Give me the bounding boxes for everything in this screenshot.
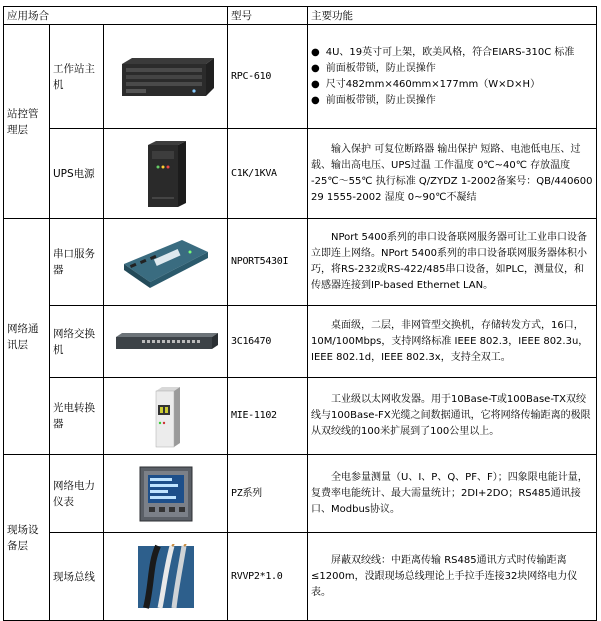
device-image	[104, 129, 228, 219]
device-name: 光电转换器	[50, 378, 104, 455]
device-functions	[308, 533, 597, 621]
function-item: ● 尺寸482mm×460mm×177mm（W×D×H）	[311, 77, 593, 93]
device-model: PZ系列	[228, 455, 308, 533]
device-image	[104, 378, 228, 455]
layer-network-comm: 网络通讯层	[4, 219, 50, 455]
rack-server-icon	[116, 54, 216, 100]
table-row	[4, 378, 597, 455]
power-meter-icon	[134, 463, 198, 525]
device-name: 现场总线	[50, 533, 104, 621]
function-text: 屏蔽双绞线：中距离传输 RS485通讯方式时传输距离≤1200m，没跟现场总线理论上手拉手连接32块网络电力仪表。	[311, 554, 578, 598]
device-functions	[308, 219, 597, 306]
function-text: 工业级以太网收发器。用于10Base-T或100Base-TX双绞线与100Base-FX光缆之间数据通讯，它将网络传输距离的极限从双绞线的100米扩展到了100公里以上。	[311, 394, 591, 437]
device-functions	[308, 306, 597, 378]
table-row	[4, 306, 597, 378]
device-functions	[308, 25, 597, 129]
function-item: ● 前面板带锁，防止误操作	[311, 93, 593, 109]
device-model: RVVP2*1.0	[228, 533, 308, 621]
table-header-row	[4, 7, 597, 25]
function-text: 全电参量测量（U、I、P、Q、PF、F）；四象限电能计量，复费率电能统计、最大需量统计；2DI+2DO；RS485通讯接口、Modbus协议。	[311, 471, 588, 515]
device-functions	[308, 129, 597, 219]
table-row	[4, 533, 597, 621]
table-row	[4, 25, 597, 129]
device-model: MIE-1102	[228, 378, 308, 455]
device-name: 网络交换机	[50, 306, 104, 378]
device-functions	[308, 455, 597, 533]
table-row	[4, 129, 597, 219]
function-text: 桌面级，二层，非网管型交换机，存储转发方式，16口，10M/100Mbps，支持网络标准 IEEE 802.3，IEEE 802.3u，IEEE 802.1d，IEEE 802.3x，支持全双工。	[311, 319, 589, 363]
device-model: RPC-610	[228, 25, 308, 129]
serial-server-icon	[120, 234, 212, 290]
device-model: C1K/1KVA	[228, 129, 308, 219]
media-converter-icon	[146, 383, 186, 449]
device-functions	[308, 378, 597, 455]
shielded-cable-icon	[136, 544, 196, 610]
device-name: UPS电源	[50, 129, 104, 219]
device-name: 网络电力仪表	[50, 455, 104, 533]
device-image	[104, 455, 228, 533]
device-image	[104, 25, 228, 129]
ups-tower-icon	[136, 139, 196, 209]
layer-field-device: 现场设备层	[4, 455, 50, 621]
layer-station-control: 站控管理层	[4, 25, 50, 219]
device-model: 3C16470	[228, 306, 308, 378]
header-scene: 应用场合	[4, 7, 228, 25]
function-text: 输入保护 可复位断路器 输出保护 短路、电池低电压、过载、输出高电压、UPS过温 工作温度 0℃~40℃ 存放温度 -25℃～55℃ 执行标准 Q/ZYDZ 1-2002备案号：QB/440600 29 1555-2002 湿度 0~90℃不凝结	[311, 143, 593, 203]
table-row	[4, 219, 597, 306]
device-image	[104, 533, 228, 621]
device-image	[104, 306, 228, 378]
device-name: 工作站主机	[50, 25, 104, 129]
network-switch-icon	[112, 331, 220, 353]
table-row	[4, 455, 597, 533]
header-model: 型号	[228, 7, 308, 25]
header-function: 主要功能	[308, 7, 597, 25]
device-spec-table	[3, 6, 597, 621]
device-model: NPORT5430I	[228, 219, 308, 306]
function-item: ● 前面板带锁，防止误操作	[311, 61, 593, 77]
function-text: NPort 5400系列的串口设备联网服务器可让工业串口设备立即连上网络。NPort 5400系列的串口设备联网服务器体积小巧，将RS-232或RS-422/485串口设备，如PLC，测量仪，和传感器连接到IP-based Ethernet LAN。	[311, 232, 587, 291]
function-item: ● 4U、19英寸可上架，欧美风格，符合EIARS-310C 标准	[311, 45, 593, 61]
device-name: 串口服务器	[50, 219, 104, 306]
device-image	[104, 219, 228, 306]
